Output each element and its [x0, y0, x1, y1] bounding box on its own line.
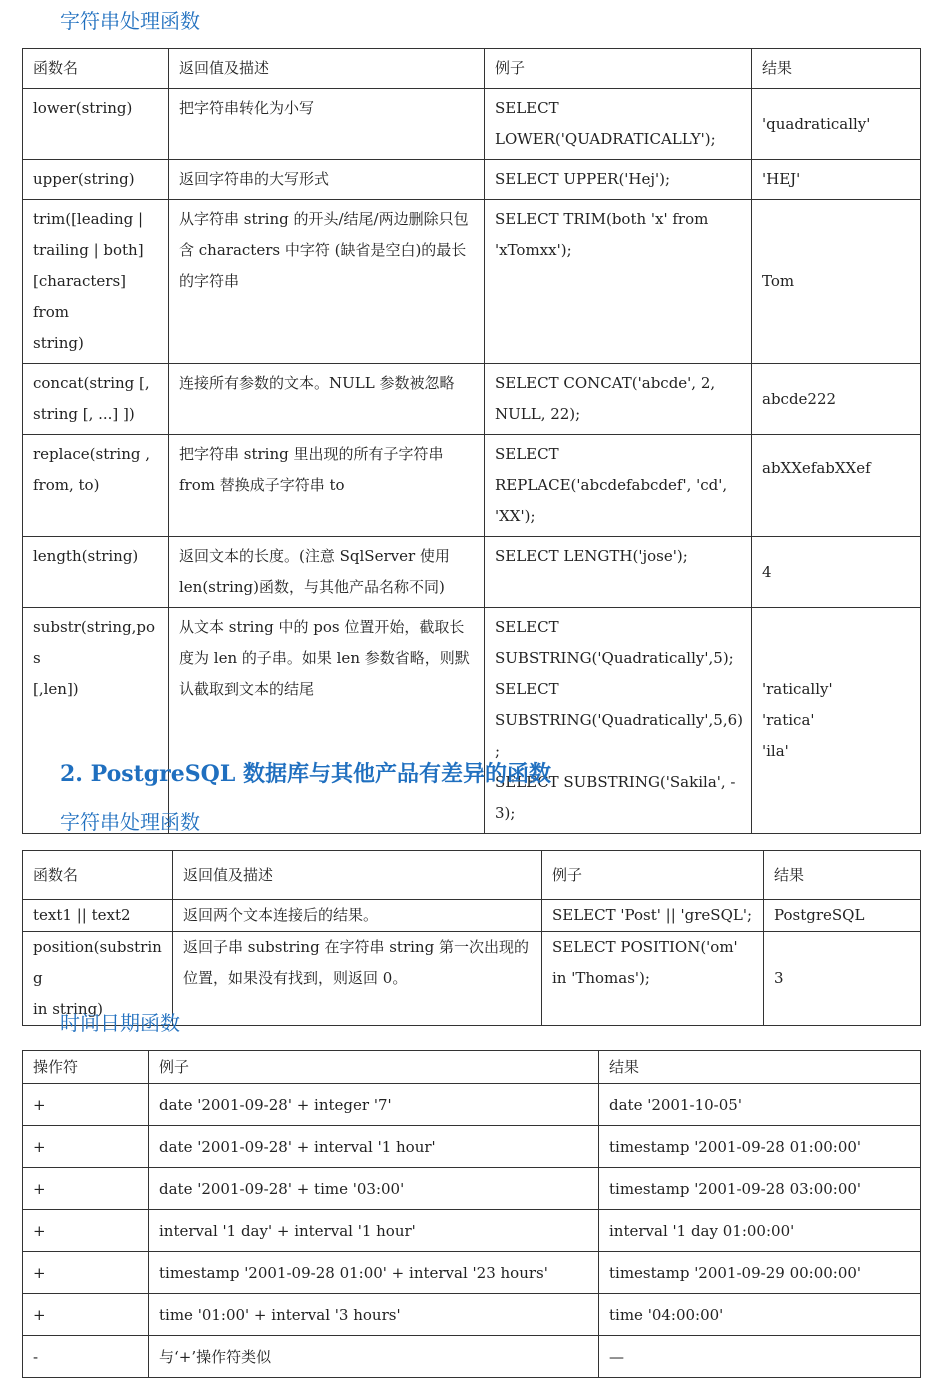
example-cell: 与‘+’操作符类似	[149, 1336, 599, 1378]
description-cell: 返回字符串的大写形式	[169, 160, 485, 200]
table-row	[23, 1168, 921, 1210]
header-cell: 例子	[542, 851, 764, 900]
table-row	[23, 1126, 921, 1168]
table-row	[23, 1084, 921, 1126]
table-header-row	[23, 1051, 921, 1084]
table-row	[23, 537, 921, 608]
function-name-cell: upper(string)	[23, 160, 169, 200]
function-name-cell: replace(string , from, to)	[23, 435, 169, 537]
function-name-cell: trim([leading | trailing | both] [characters] from string)	[23, 200, 169, 364]
section-heading-string-functions: 字符串处理函数	[60, 9, 200, 33]
result-cell: 4	[752, 537, 921, 608]
header-cell: 返回值及描述	[169, 49, 485, 89]
example-cell: interval '1 day' + interval '1 hour'	[149, 1210, 599, 1252]
example-cell: SELECT CONCAT('abcde', 2, NULL, 22);	[485, 364, 752, 435]
example-cell: SELECT TRIM(both 'x' from 'xTomxx');	[485, 200, 752, 364]
example-cell: SELECT 'Post' || 'greSQL';	[542, 900, 764, 932]
header-cell: 函数名	[23, 49, 169, 89]
header-cell: 结果	[764, 851, 921, 900]
table-row	[23, 608, 921, 834]
result-cell: date '2001-10-05'	[599, 1084, 921, 1126]
table-row	[23, 1336, 921, 1378]
table-row	[23, 160, 921, 200]
operator-cell: +	[23, 1294, 149, 1336]
table-row	[23, 1294, 921, 1336]
result-cell: abcde222	[752, 364, 921, 435]
example-cell: SELECT UPPER('Hej');	[485, 160, 752, 200]
description-cell: 连接所有参数的文本。NULL 参数被忽略	[169, 364, 485, 435]
description-cell: 返回两个文本连接后的结果。	[173, 900, 542, 932]
operator-cell: +	[23, 1252, 149, 1294]
result-cell: PostgreSQL	[764, 900, 921, 932]
header-cell: 返回值及描述	[173, 851, 542, 900]
example-cell: date '2001-09-28' + interval '1 hour'	[149, 1126, 599, 1168]
table-row	[23, 364, 921, 435]
table-row	[23, 435, 921, 537]
header-cell: 结果	[752, 49, 921, 89]
header-cell: 例子	[485, 49, 752, 89]
table-row	[23, 1210, 921, 1252]
operator-cell: +	[23, 1126, 149, 1168]
operator-cell: +	[23, 1168, 149, 1210]
result-cell: 'ratically' 'ratica' 'ila'	[752, 608, 921, 834]
example-cell: SELECT POSITION('om' in 'Thomas');	[542, 932, 764, 1026]
example-cell: date '2001-09-28' + time '03:00'	[149, 1168, 599, 1210]
section-title-postgresql-differences: 2. PostgreSQL 数据库与其他产品有差异的函数	[60, 761, 551, 787]
result-cell: Tom	[752, 200, 921, 364]
header-cell: 函数名	[23, 851, 173, 900]
example-cell: timestamp '2001-09-28 01:00' + interval '23 hours'	[149, 1252, 599, 1294]
postgresql-string-functions-table	[22, 850, 921, 1026]
operator-cell: -	[23, 1336, 149, 1378]
example-cell: date '2001-09-28' + integer '7'	[149, 1084, 599, 1126]
example-cell: SELECT LOWER('QUADRATICALLY');	[485, 89, 752, 160]
table-header-row	[23, 851, 921, 900]
header-cell: 例子	[149, 1051, 599, 1084]
result-cell: 'quadratically'	[752, 89, 921, 160]
header-cell: 操作符	[23, 1051, 149, 1084]
table-row	[23, 1252, 921, 1294]
section-heading-datetime-functions: 时间日期函数	[60, 1011, 180, 1035]
description-cell: 返回子串 substring 在字符串 string 第一次出现的位置，如果没有找到，则返回 0。	[173, 932, 542, 1026]
function-name-cell: lower(string)	[23, 89, 169, 160]
operator-cell: +	[23, 1210, 149, 1252]
example-cell: time '01:00' + interval '3 hours'	[149, 1294, 599, 1336]
example-cell: SELECT LENGTH('jose');	[485, 537, 752, 608]
result-cell: time '04:00:00'	[599, 1294, 921, 1336]
function-name-cell: position(substring in string)	[23, 932, 173, 1026]
result-cell: timestamp '2001-09-29 00:00:00'	[599, 1252, 921, 1294]
table-row	[23, 900, 921, 932]
string-functions-table	[22, 48, 921, 834]
result-cell: 'HEJ'	[752, 160, 921, 200]
example-cell: SELECT SUBSTRING('Quadratically',5); SELECT SUBSTRING('Quadratically',5,6); SELECT SUBSTRING('Sakila', - 3);	[485, 608, 752, 834]
function-name-cell: text1 || text2	[23, 900, 173, 932]
result-cell: timestamp '2001-09-28 01:00:00'	[599, 1126, 921, 1168]
header-cell: 结果	[599, 1051, 921, 1084]
example-cell: SELECT REPLACE('abcdefabcdef', 'cd', 'XX');	[485, 435, 752, 537]
result-cell: abXXefabXXef	[752, 435, 921, 537]
result-cell: —	[599, 1336, 921, 1378]
result-cell: 3	[764, 932, 921, 1026]
description-cell: 从字符串 string 的开头/结尾/两边删除只包含 characters 中字符 (缺省是空白)的最长的字符串	[169, 200, 485, 364]
description-cell: 从文本 string 中的 pos 位置开始，截取长度为 len 的子串。如果 len 参数省略，则默认截取到文本的结尾	[169, 608, 485, 834]
datetime-operators-table	[22, 1050, 921, 1378]
table-row	[23, 89, 921, 160]
function-name-cell: substr(string,pos [,len])	[23, 608, 169, 834]
result-cell: timestamp '2001-09-28 03:00:00'	[599, 1168, 921, 1210]
result-cell: interval '1 day 01:00:00'	[599, 1210, 921, 1252]
section-heading-string-functions-2: 字符串处理函数	[60, 810, 200, 834]
description-cell: 把字符串转化为小写	[169, 89, 485, 160]
function-name-cell: length(string)	[23, 537, 169, 608]
table-header-row	[23, 49, 921, 89]
description-cell: 把字符串 string 里出现的所有子字符串 from 替换成子字符串 to	[169, 435, 485, 537]
table-row	[23, 200, 921, 364]
function-name-cell: concat(string [, string [, ...] ])	[23, 364, 169, 435]
operator-cell: +	[23, 1084, 149, 1126]
description-cell: 返回文本的长度。(注意 SqlServer 使用 len(string)函数，与其他产品名称不同)	[169, 537, 485, 608]
